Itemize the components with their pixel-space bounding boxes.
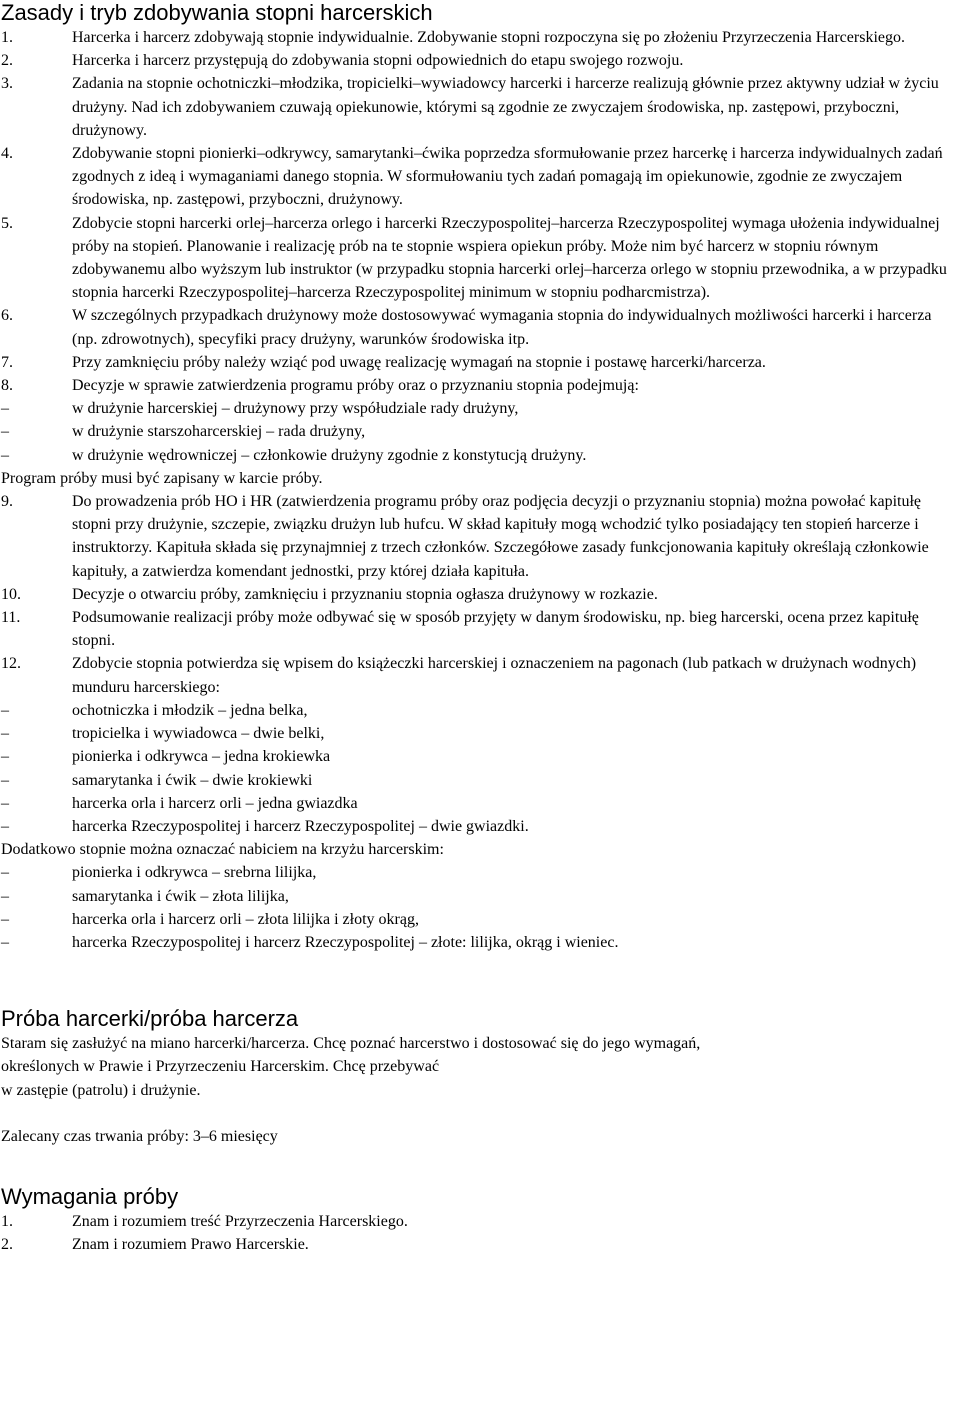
list-item: – pionierka i odkrywca – jedna krokiewka: [1, 748, 331, 766]
section-title-proba: Próba harcerki/próba harcerza: [1, 1006, 299, 1032]
proba-duration: Zalecany czas trwania próby: 3–6 miesięcy: [1, 1127, 278, 1145]
list-item: – samarytanka i ćwik – dwie krokiewki: [1, 771, 313, 789]
proba-intro-line-3: w zastępie (patrolu) i drużynie.: [1, 1081, 201, 1099]
rule-item-12: 12. Zdobycie stopnia potwierdza się wpisem do książeczki harcerskiej i oznaczeniem na pagonach (lub patkach w drużynach wodnych) munduru harcerskiego:: [1, 655, 917, 696]
requirement-item-1: 1. Znam i rozumiem treść Przyrzeczenia Harcerskiego.: [1, 1212, 408, 1230]
list-item: – samarytanka i ćwik – złota lilijka,: [1, 887, 289, 905]
rule-item-4: 4. Zdobywanie stopni pionierki–odkrywcy, samarytanki–ćwika poprzedza sformułowanie przez harcerkę i harcerza indywidualnych zadań zgodnych z ideą i wymaganiami danego stopnia. W sformułowaniu tych zadań pomagają im opiekunowie, zgodnie ze zwyczajem środowiska, np. zastępowi, przyboczni, drużynowy.: [1, 145, 943, 209]
rule-item-2: 2. Harcerka i harcerz przystępują do zdobywania stopni odpowiednich do etapu swojego rozwoju.: [1, 52, 684, 70]
insignia-dash-list: [1, 699, 960, 838]
section-title-wymagania: Wymagania próby: [1, 1183, 179, 1209]
requirements-list: [1, 1210, 960, 1256]
rule-item-3: 3. Zadania na stopnie ochotniczki–młodzika, tropicielki–wywiadowcy harcerki i harcerze realizują głównie przez aktywny udział w życiu drużyny. Nad ich zdobywaniem czuwają opiekunowie, którymi są zgodnie ze zwyczajem środowiska, np. zastępowi, przyboczni, drużynowy.: [1, 75, 939, 139]
list-item: – ochotniczka i młodzik – jedna belka,: [1, 701, 308, 719]
requirement-item-2: 2. Znam i rozumiem Prawo Harcerskie.: [1, 1236, 309, 1254]
rule-item-11: 11. Podsumowanie realizacji próby może odbywać się w sposób przyjęty w danym środowisku, np. bieg harcerski, ocena przez kapitułę stopni.: [1, 609, 919, 650]
cross-intro: Dodatkowo stopnie można oznaczać nabiciem na krzyżu harcerskim:: [1, 841, 444, 859]
list-item: – w drużynie wędrowniczej – członkowie drużyny zgodnie z konstytucją drużyny.: [1, 446, 587, 464]
rules-list: [1, 26, 960, 397]
rule-item-6: 6. W szczególnych przypadkach drużynowy może dostosowywać wymagania stopnia do indywidualnych możliwości harcerki i harcerza (np. zdrowotnych), specyfiki pracy drużyny, warunków środowiska itp.: [1, 307, 932, 348]
list-item: – harcerka orla i harcerz orli – złota lilijka i złoty okrąg,: [1, 910, 419, 928]
rule-item-8: 8. Decyzje w sprawie zatwierdzenia programu próby oraz o przyznaniu stopnia podejmują:: [1, 377, 639, 395]
proba-intro-line-1: Staram się zasłużyć na miano harcerki/harcerza. Chcę poznać harcerstwo i dostosować się do jego wymagań,: [1, 1035, 701, 1053]
proba-intro-line-2: określonych w Prawie i Przyrzeczeniu Harcerskim. Chcę przebywać: [1, 1058, 440, 1076]
cross-dash-list: [1, 861, 960, 954]
list-item: – w drużynie harcerskiej – drużynowy przy współudziale rady drużyny,: [1, 400, 519, 418]
rule-item-7: 7. Przy zamknięciu próby należy wziąć pod uwagę realizację wymagań na stopnie i postawę harcerki/harcerza.: [1, 353, 766, 371]
rule-item-1: 1. Harcerka i harcerz zdobywają stopnie indywidualnie. Zdobywanie stopni rozpoczyna się po złożeniu Przyrzeczenia Harcerskiego.: [1, 29, 905, 46]
list-item: – w drużynie starszoharcerskiej – rada drużyny,: [1, 423, 366, 441]
decision-dash-list: [1, 397, 960, 467]
list-item: – tropicielka i wywiadowca – dwie belki,: [1, 725, 325, 743]
section-title-zasady: Zasady i tryb zdobywania stopni harcerskich: [1, 0, 433, 25]
rule-item-5: 5. Zdobycie stopni harcerki orlej–harcerza orlego i harcerki Rzeczypospolitej–harcerza Rzeczypospolitej wymaga ułożenia indywidualnej próby na stopień. Planowanie i realizację prób na te stopnie wspiera opiekun próby. Może nim być harcerz w stopniu równym zdobywanemu albo wyższym lub instruktor (w przypadku stopnia harcerki orlej–harcerza orlego w stopniu przewodnika, a w przypadku stopnia harcerki Rzeczypospolitej–harcerza Rzeczypospolitej minimum w stopniu podharcmistrza).: [1, 214, 947, 302]
list-item: – harcerka Rzeczypospolitej i harcerz Rzeczypospolitej – dwie gwiazdki.: [1, 817, 529, 835]
program-note: Program próby musi być zapisany w karcie próby.: [1, 469, 323, 487]
rule-item-10: 10. Decyzje o otwarciu próby, zamknięciu i przyznaniu stopnia ogłasza drużynowy w rozkazie.: [1, 585, 658, 603]
list-item: – harcerka Rzeczypospolitej i harcerz Rzeczypospolitej – złote: lilijka, okrąg i wieniec.: [1, 933, 619, 951]
rules-list-continued: [1, 490, 960, 699]
rule-item-9: 9. Do prowadzenia prób HO i HR (zatwierdzenia programu próby oraz podjęcia decyzji o przyznaniu stopnia) można powołać kapitułę stopni przy drużynie, szczepie, związku drużyn lub hufcu. W skład kapituły mogą wchodzić tylko posiadający ten stopień harcerze i instruktorzy. Kapituła składa się przynajmniej z trzech członków. Szczegółowe zasady funkcjonowania kapituły określają członkowie kapituły, a zatwierdza komendant jednostki, przy której działa kapituła.: [1, 493, 929, 580]
list-item: – pionierka i odkrywca – srebrna lilijka,: [1, 864, 317, 882]
spacer: [1, 1102, 960, 1125]
list-item: – harcerka orla i harcerz orli – jedna gwiazdka: [1, 794, 358, 812]
